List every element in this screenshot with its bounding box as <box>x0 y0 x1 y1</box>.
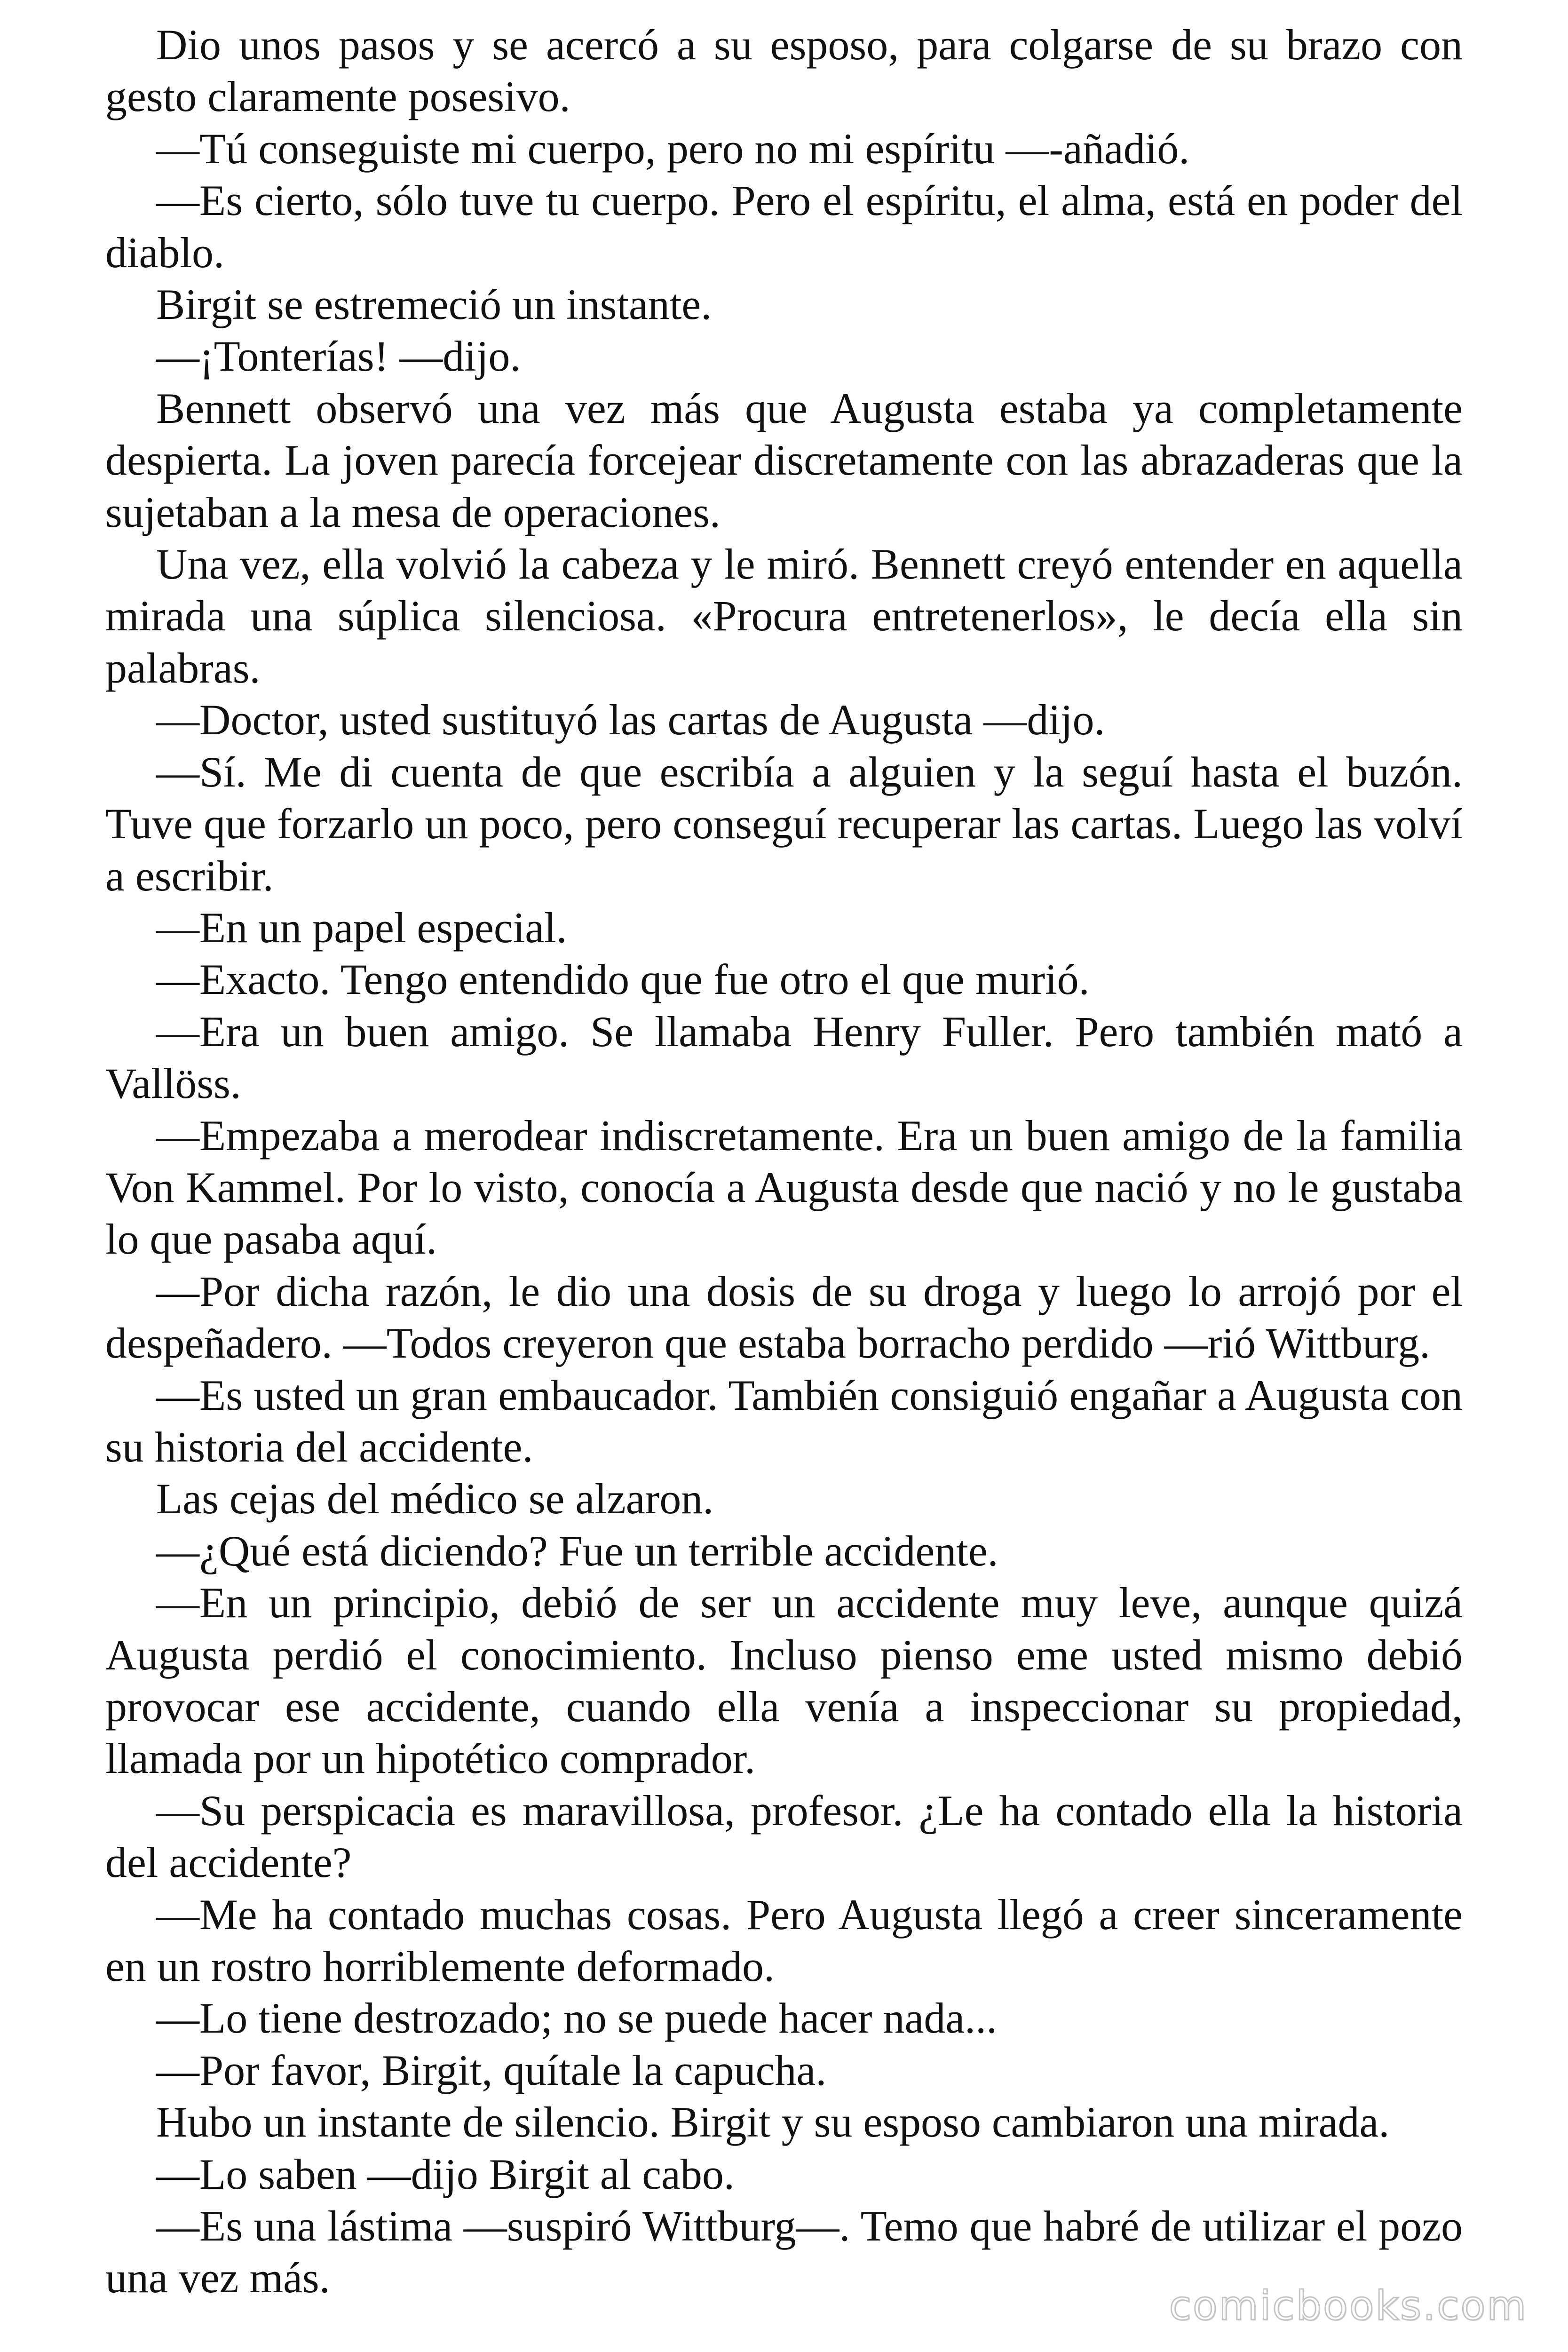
paragraph: Las cejas del médico se alzaron. <box>156 1475 714 1523</box>
paragraph: —Su perspicacia es maravillosa, profesor. ¿Le ha contado ella la historia del accidente? <box>105 1786 1463 1887</box>
paragraph: —En un principio, debió de ser un accidente muy leve, aunque quizá Augusta perdió el conocimiento. Incluso pienso eme usted mismo debió provocar ese accidente, cuando ella venía a inspeccionar su propiedad, llamada por un hipotético comprador. <box>105 1579 1463 1783</box>
paragraph: —Lo saben —dijo Birgit al cabo. <box>156 2150 735 2198</box>
paragraph: —Era un buen amigo. Se llamaba Henry Fuller. Pero también mató a Vallöss. <box>105 1007 1463 1108</box>
watermark: comicbooks.com <box>1169 2282 1528 2329</box>
paragraph: —En un papel especial. <box>156 903 567 952</box>
paragraph: —Por favor, Birgit, quítale la capucha. <box>156 2046 827 2094</box>
paragraph: —Lo tiene destrozado; no se puede hacer nada... <box>156 1994 998 2042</box>
paragraph: —Tú conseguiste mi cuerpo, pero no mi espíritu —-añadió. <box>156 124 1190 173</box>
paragraph: —¿Qué está diciendo? Fue un terrible accidente. <box>156 1526 998 1575</box>
paragraph: Una vez, ella volvió la cabeza y le miró. Bennett creyó entender en aquella mirada una súplica silenciosa. «Procura entretenerlos», le decía ella sin palabras. <box>105 540 1463 692</box>
paragraph: —Doctor, usted sustituyó las cartas de Augusta —dijo. <box>156 696 1105 744</box>
paragraph: —Es usted un gran embaucador. También consiguió engañar a Augusta con su historia del accidente. <box>105 1371 1463 1471</box>
paragraph: —Me ha contado muchas cosas. Pero Augusta llegó a creer sinceramente en un rostro horriblemente deformado. <box>105 1890 1463 1991</box>
paragraph: —Exacto. Tengo entendido que fue otro el que murió. <box>156 955 1090 1004</box>
paragraph: Bennett observó una vez más que Augusta estaba ya completamente despierta. La joven parecía forcejear discretamente con las abrazaderas que la sujetaban a la mesa de operaciones. <box>105 384 1463 536</box>
paragraph: —Es cierto, sólo tuve tu cuerpo. Pero el espíritu, el alma, está en poder del diablo. <box>105 176 1463 277</box>
paragraph: —Sí. Me di cuenta de que escribía a alguien y la seguí hasta el buzón. Tuve que forzarlo un poco, pero conseguí recuperar las cartas. Luego las volví a escribir. <box>105 747 1463 900</box>
page-text <box>105 19 1463 2304</box>
paragraph: —Por dicha razón, le dio una dosis de su droga y luego lo arrojó por el despeñadero. —Todos creyeron que estaba borracho perdido —rió Wittburg. <box>105 1267 1463 1367</box>
paragraph: —Empezaba a merodear indiscretamente. Era un buen amigo de la familia Von Kammel. Por lo visto, conocía a Augusta desde que nació y no le gustaba lo que pasaba aquí. <box>105 1111 1463 1263</box>
paragraph: —Es una lástima —suspiró Wittburg—. Temo que habré de utilizar el pozo una vez más. <box>105 2202 1463 2302</box>
paragraph: Dio unos pasos y se acercó a su esposo, para colgarse de su brazo con gesto claramente posesivo. <box>105 21 1463 121</box>
paragraph: —¡Tonterías! —dijo. <box>156 332 521 381</box>
paragraph: Hubo un instante de silencio. Birgit y su esposo cambiaron una mirada. <box>156 2098 1390 2146</box>
paragraph: Birgit se estremeció un instante. <box>156 280 712 329</box>
